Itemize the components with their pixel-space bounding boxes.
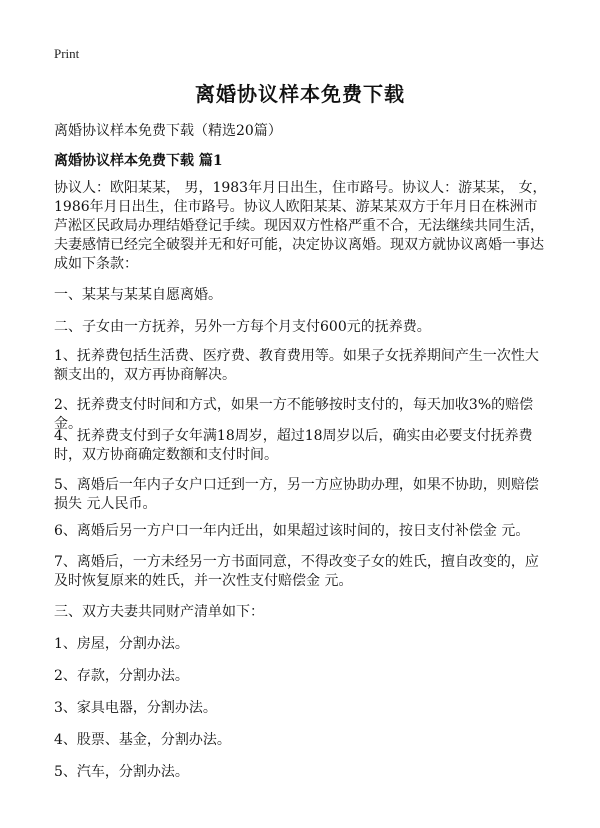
paragraph: 1、抚养费包括生活费、医疗费、教育费用等。如果子女抚养期间产生一次性大额支出的，双方再协商解决。 [54,348,539,383]
list-item: 5、汽车，分割办法。 [54,764,189,780]
print-link[interactable]: Print [54,46,80,61]
paragraph: 2、抚养费支付时间和方式，如果一方不能够按时支付的，每天加收3%的赔偿金。 [54,397,534,432]
list-item: 3、家具电器，分割办法。 [54,700,217,716]
paragraph: 三、双方夫妻共同财产清单如下： [54,604,264,620]
section-heading: 离婚协议样本免费下载 篇1 [54,153,223,169]
paragraph: 4、抚养费支付到子女年满18周岁，超过18周岁以后，确实由必要支付抚养费时，双方协商确定数额和支付时间。 [54,428,533,463]
list-item: 2、存款，分割办法。 [54,668,189,684]
list-item: 1、房屋，分割办法。 [54,636,189,652]
paragraph: 二、子女由一方抚养，另外一方每个月支付600元的抚养费。 [54,319,431,335]
list-item: 4、股票、基金，分割办法。 [54,732,231,748]
document-title: 离婚协议样本免费下载 [195,82,405,106]
paragraph: 7、离婚后，一方未经另一方书面同意，不得改变子女的姓氏，擅自改变的，应及时恢复原来的姓氏，并一次性支付赔偿金 元。 [54,554,539,589]
paragraph: 5、离婚后一年内子女户口迁到一方，另一方应协助办理，如果不协助，则赔偿损失 元人民币。 [54,477,539,512]
document-subtitle: 离婚协议样本免费下载（精选20篇） [54,123,282,139]
paragraph: 6、离婚后另一方户口一年内迁出，如果超过该时间的，按日支付补偿金 元。 [54,523,530,539]
paragraph-intro: 协议人：欧阳某某， 男，1983年月日出生，住市路号。协议人：游某某， 女，1986年月日出生，住市路号。协议人欧阳某某、游某某双方于年月日在株洲市芦淞区民政局办理结婚登记手续。现因双方性格严重不合，无法继续共同生活，夫妻感情已经完全破裂并无和好可能，决定协议离婚。现双方就协议离婚一事达成如下条款： [54,180,547,272]
paragraph: 一、某某与某某自愿离婚。 [54,287,222,303]
